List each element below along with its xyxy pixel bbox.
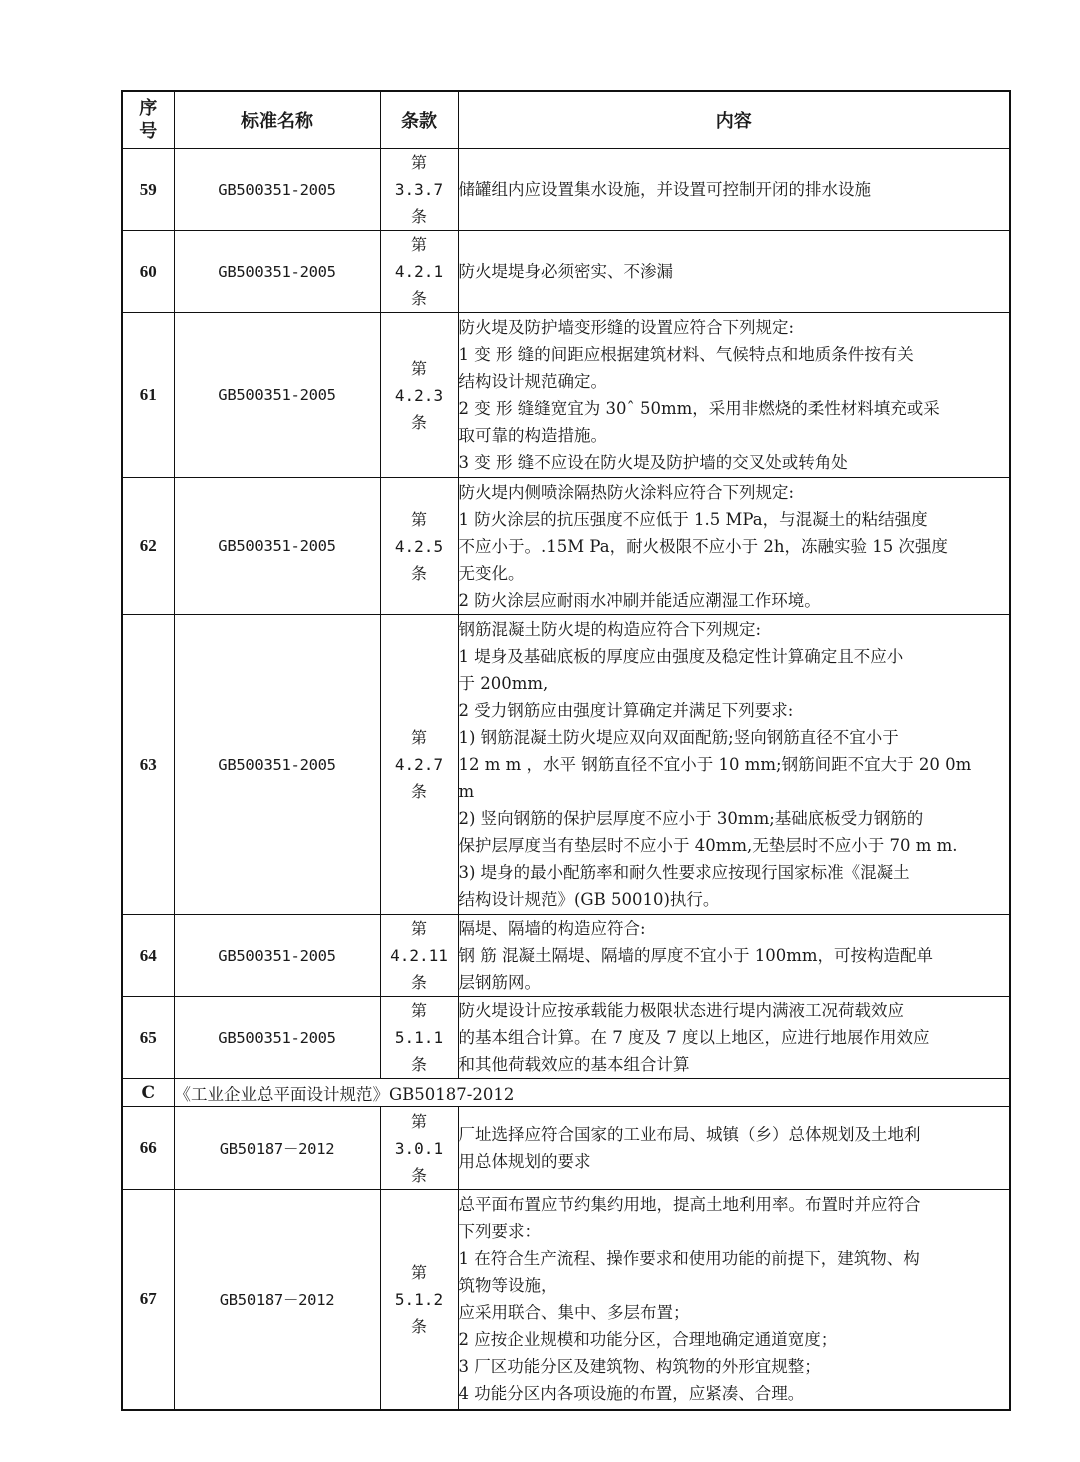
- table-row: [122, 1107, 1010, 1190]
- clause-line: 4.2.11: [390, 946, 448, 965]
- section-title: 《工业企业总平面设计规范》GB50187-2012: [174, 1079, 1010, 1107]
- clause-line: 4.2.7: [394, 755, 444, 774]
- clause-line: 第: [410, 728, 427, 747]
- row-standard: GB500351-2005: [174, 231, 380, 313]
- content-line: 无变化。: [458, 563, 525, 583]
- row-standard: GB500351-2005: [174, 997, 380, 1079]
- content-line: 用总体规划的要求: [458, 1152, 591, 1171]
- content-line: 应采用联合、集中、多层布置；: [458, 1303, 690, 1323]
- row-clause: [380, 313, 458, 478]
- content-line: 的基本组合计算。在 7 度及 7 度以上地区，应进行地展作用效应: [458, 1028, 930, 1047]
- content-line: 3 厂区功能分区及建筑物、构筑物的外形宜规整；: [458, 1357, 821, 1377]
- content-line: 厂址选择应符合国家的工业布局、城镇（乡）总体规划及土地利: [458, 1125, 921, 1144]
- row-content: [458, 231, 1010, 313]
- table-body-a: [122, 149, 1010, 1079]
- clause-line: 第: [410, 1262, 427, 1282]
- row-clause: [380, 478, 458, 615]
- table-row: [122, 231, 1010, 313]
- content-line: 2 变 形 缝缝宽宜为 30ˆ 50mm，采用非燃烧的柔性材料填充或采: [458, 399, 940, 418]
- content-line: 和其他荷载效应的基本组合计算: [458, 1055, 690, 1074]
- content-line: 1 在符合生产流程、操作要求和使用功能的前提下，建筑物、构: [458, 1249, 920, 1269]
- row-seq: 66: [122, 1107, 174, 1190]
- clause-line: 第: [410, 1001, 427, 1020]
- content-line: 结构设计规范》(GB 50010)执行。: [458, 890, 720, 909]
- content-line: 下列要求：: [458, 1222, 541, 1242]
- standards-table: [121, 90, 1011, 1411]
- content-line: 防火堤及防护墙变形缝的设置应符合下列规定:: [458, 318, 795, 337]
- section-label: C: [122, 1079, 174, 1107]
- clause-line: 3.0.1: [394, 1138, 444, 1158]
- section-row: [122, 1079, 1010, 1107]
- content-line: 防火堤内侧喷涂隔热防火涂料应符合下列规定:: [458, 482, 795, 502]
- table-body-b: [122, 1107, 1010, 1410]
- row-clause: [380, 231, 458, 313]
- row-content: [458, 313, 1010, 478]
- row-clause: [380, 149, 458, 231]
- content-line: 2 防火涂层应耐雨水冲刷并能适应潮湿工作环境。: [458, 590, 821, 610]
- row-seq: 61: [122, 313, 174, 478]
- row-standard: GB500351-2005: [174, 615, 380, 915]
- clause-line: 条: [410, 412, 427, 432]
- row-seq: 62: [122, 478, 174, 615]
- row-standard: GB500351-2005: [174, 313, 380, 478]
- content-line: 取可靠的构造措施。: [458, 426, 607, 445]
- section-c: [122, 1079, 1010, 1107]
- clause-line: 条: [410, 289, 427, 308]
- header-seq: [122, 91, 174, 149]
- content-line: 隔堤、隔墙的构造应符合:: [458, 919, 646, 938]
- content-line: 1 变 形 缝的间距应根据建筑材料、气候特点和地质条件按有关: [458, 345, 914, 364]
- row-content: [458, 1190, 1010, 1410]
- clause-line: 第: [410, 1111, 427, 1131]
- row-seq: 60: [122, 231, 174, 313]
- clause-line: 5.1.2: [394, 1289, 444, 1309]
- row-content: [458, 478, 1010, 615]
- row-standard: GB500351-2005: [174, 478, 380, 615]
- table-row: [122, 997, 1010, 1079]
- row-clause: [380, 915, 458, 997]
- row-standard: GB500351-2005: [174, 149, 380, 231]
- content-line: 钢 筋 混凝土隔堤、隔墙的厚度不宜小于 100mm，可按构造配单: [458, 946, 934, 965]
- clause-line: 第: [410, 153, 427, 172]
- clause-line: 第: [410, 509, 427, 529]
- content-line: 2) 竖向钢筋的保护层厚度不应小于 30mm;基础底板受力钢筋的: [458, 809, 924, 828]
- content-line: 保护层厚度当有垫层时不应小于 40mm,无垫层时不应小于 70 m m.: [458, 836, 958, 855]
- clause-line: 第: [410, 235, 427, 254]
- clause-line: 条: [410, 563, 427, 583]
- content-line: 1) 钢筋混凝土防火堤应双向双面配筋;竖向钢筋直径不宜小于: [458, 728, 899, 747]
- clause-line: 条: [410, 1055, 427, 1074]
- table-row: [122, 1190, 1010, 1410]
- row-seq: 67: [122, 1190, 174, 1410]
- row-content: [458, 915, 1010, 997]
- clause-line: 5.1.1: [394, 1028, 444, 1047]
- content-line: 1 堤身及基础底板的厚度应由强度及稳定性计算确定且不应小: [458, 647, 904, 666]
- clause-line: 条: [410, 1316, 427, 1336]
- content-line: 总平面布置应节约集约用地，提高土地利用率。布置时并应符合: [458, 1195, 921, 1215]
- row-standard: GB50187－2012: [174, 1190, 380, 1410]
- row-standard: GB500351-2005: [174, 915, 380, 997]
- table-row: [122, 915, 1010, 997]
- header-clause: 条款: [380, 91, 458, 149]
- clause-line: 条: [410, 782, 427, 801]
- table-row: [122, 313, 1010, 478]
- clause-line: 第: [410, 919, 427, 938]
- content-line: m: [458, 782, 475, 801]
- clause-line: 4.2.3: [394, 385, 444, 405]
- row-seq: 64: [122, 915, 174, 997]
- clause-line: 条: [410, 973, 427, 992]
- content-line: 4 功能分区内各项设施的布置，应紧凑、合理。: [458, 1384, 805, 1404]
- clause-line: 第: [410, 358, 427, 378]
- content-line: 2 应按企业规模和功能分区，合理地确定通道宽度；: [458, 1330, 838, 1350]
- content-line: 12 m m ，水平 钢筋直径不宜小于 10 mm;钢筋间距不宜大于 20 0m: [458, 755, 972, 774]
- content-line: 层钢筋网。: [458, 973, 541, 992]
- table-row: [122, 615, 1010, 915]
- content-line: 3 变 形 缝不应设在防火堤及防护墙的交叉处或转角处: [458, 453, 848, 472]
- row-clause: [380, 997, 458, 1079]
- content-line: 防火堤堤身必须密实、不渗漏: [458, 262, 673, 281]
- content-line: 2 受力钢筋应由强度计算确定并满足下列要求:: [458, 701, 794, 720]
- content-line: 于 200mm,: [458, 674, 549, 693]
- header-standard: 标准名称: [174, 91, 380, 149]
- content-line: 储罐组内应设置集水设施，并设置可控制开闭的排水设施: [458, 180, 871, 199]
- row-content: [458, 997, 1010, 1079]
- content-line: 1 防火涂层的抗压强度不应低于 1.5 MPa，与混凝土的粘结强度: [458, 509, 928, 529]
- header-seq-text: 序号: [139, 98, 158, 142]
- content-line: 3) 堤身的最小配筋率和耐久性要求应按现行国家标准《混凝土: [458, 863, 910, 882]
- clause-line: 4.2.5: [394, 536, 444, 556]
- row-content: [458, 615, 1010, 915]
- clause-line: 3.3.7: [394, 180, 444, 199]
- content-line: 防火堤设计应按承载能力极限状态进行堤内满液工况荷载效应: [458, 1001, 904, 1020]
- clause-line: 4.2.1: [394, 262, 444, 281]
- row-clause: [380, 1190, 458, 1410]
- table-row: [122, 478, 1010, 615]
- row-clause: [380, 615, 458, 915]
- row-standard: GB50187－2012: [174, 1107, 380, 1190]
- row-content: [458, 1107, 1010, 1190]
- clause-line: 条: [410, 1165, 427, 1185]
- clause-line: 条: [410, 207, 427, 226]
- header-content: 内容: [458, 91, 1010, 149]
- content-line: 筑物等设施，: [458, 1276, 558, 1296]
- row-clause: [380, 1107, 458, 1190]
- row-seq: 65: [122, 997, 174, 1079]
- content-line: 结构设计规范确定。: [458, 372, 607, 391]
- content-line: 钢筋混凝土防火堤的构造应符合下列规定:: [458, 620, 762, 639]
- content-line: 不应小于。.15M Pa，耐火极限不应小于 2h，冻融实验 15 次强度: [458, 536, 948, 556]
- row-content: [458, 149, 1010, 231]
- row-seq: 59: [122, 149, 174, 231]
- row-seq: 63: [122, 615, 174, 915]
- table-header-row: [122, 91, 1010, 149]
- table-row: [122, 149, 1010, 231]
